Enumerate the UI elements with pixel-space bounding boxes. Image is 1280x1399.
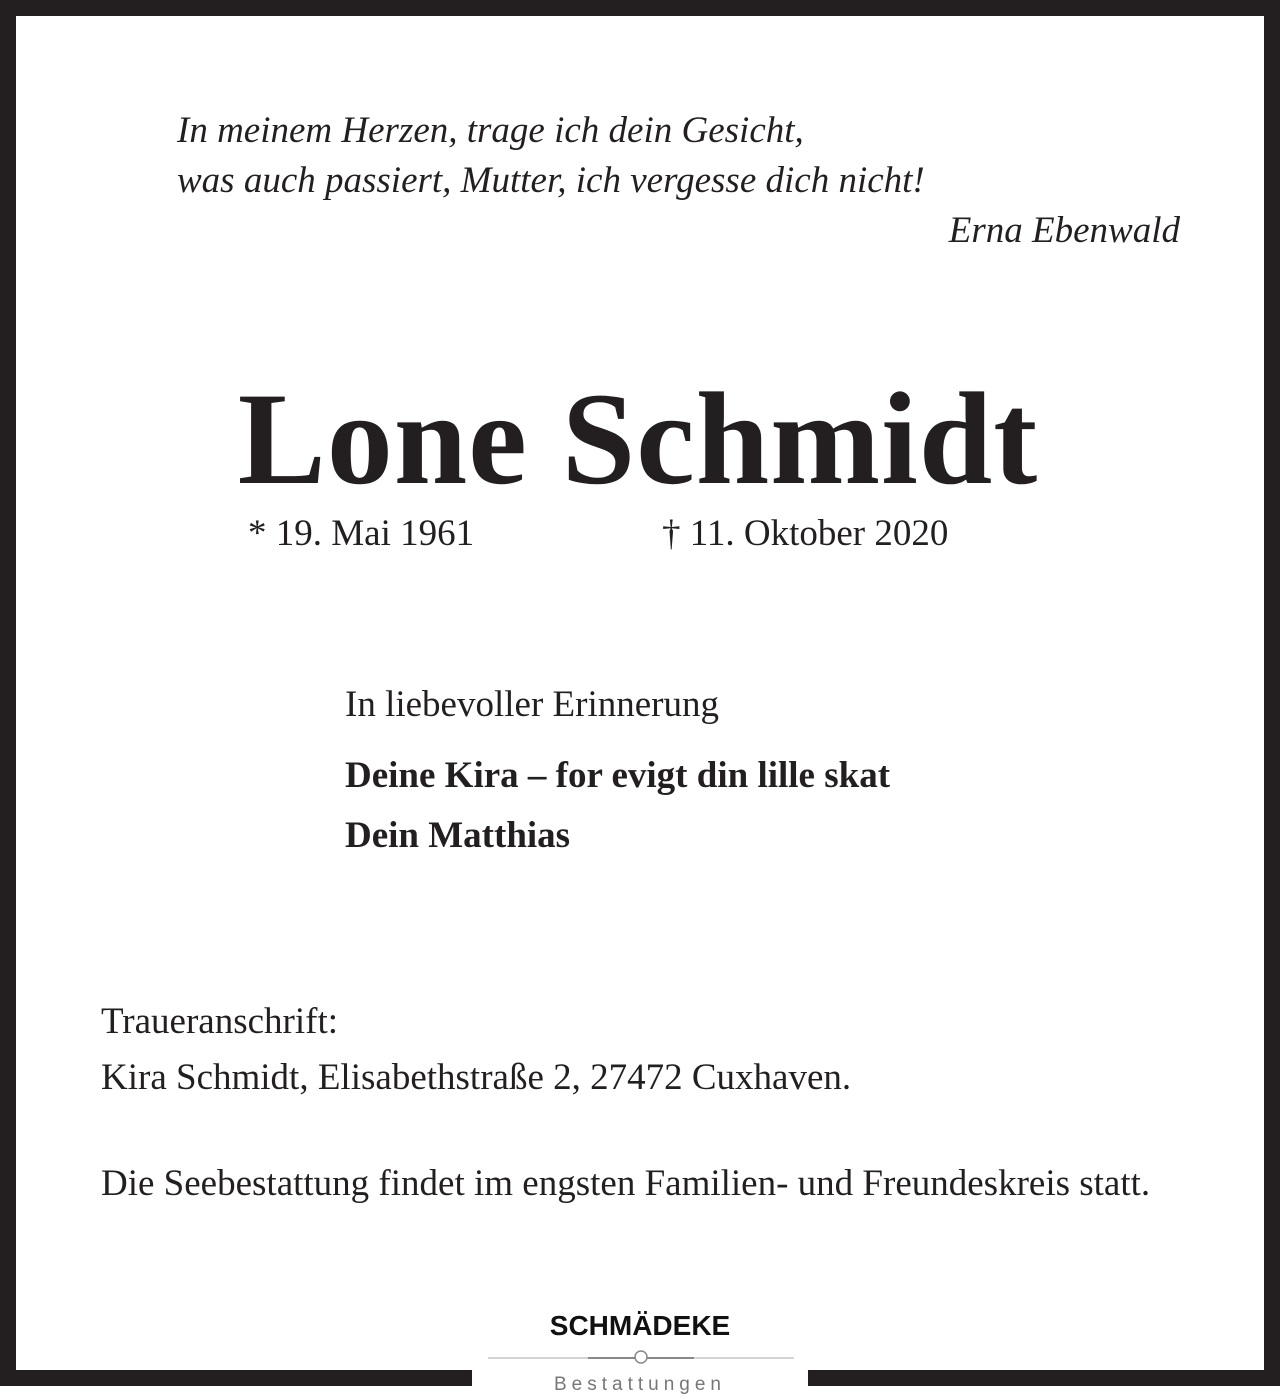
funeral-home-logo-subtitle: Bestattungen	[554, 1374, 726, 1395]
quote-author: Erna Ebenwald	[948, 210, 1180, 251]
funeral-home-logo-name: SCHMÄDEKE	[549, 1310, 731, 1341]
mourner-1: Deine Kira – for evigt din lille skat	[345, 755, 891, 796]
logo-ornament-icon	[488, 1349, 794, 1369]
memorial-intro: In liebevoller Erinnerung	[345, 684, 719, 725]
mourner-2: Dein Matthias	[345, 815, 571, 856]
address-text: Kira Schmidt, Elisabethstraße 2, 27472 Cuxhaven.	[101, 1057, 852, 1098]
deceased-name: Lone Schmidt	[237, 365, 1039, 512]
burial-notice: Die Seebestattung findet im engsten Familien- und Freundeskreis statt.	[101, 1163, 1151, 1204]
birth-date: * 19. Mai 1961	[248, 513, 475, 554]
quote-line-1: In meinem Herzen, trage ich dein Gesicht,	[177, 110, 804, 151]
address-label: Traueranschrift:	[101, 1001, 339, 1042]
quote-line-2: was auch passiert, Mutter, ich vergesse dich nicht!	[177, 160, 925, 201]
death-date: † 11. Oktober 2020	[662, 513, 949, 554]
